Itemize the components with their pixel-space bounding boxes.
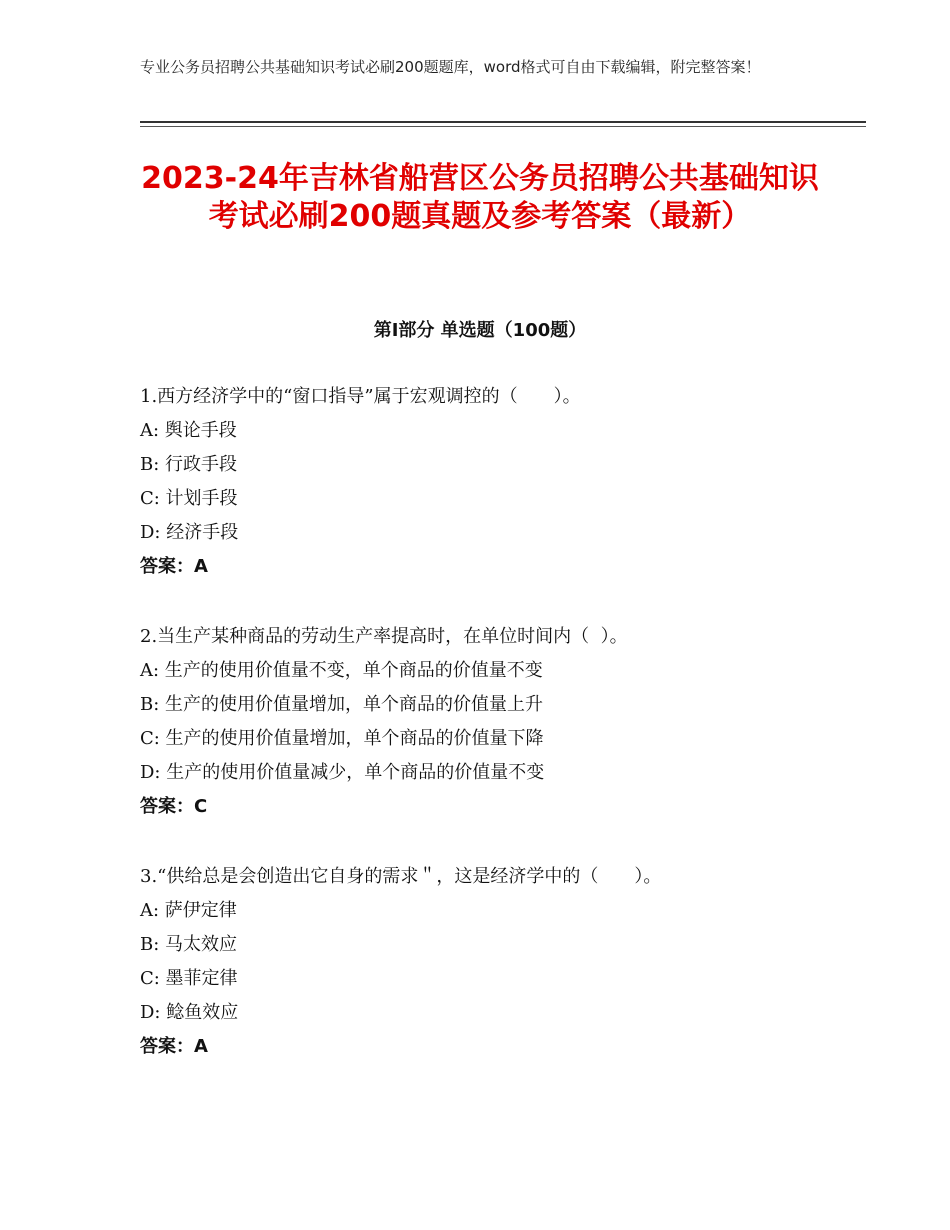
option-b: B: 生产的使用价值量增加，单个商品的价值量上升	[140, 694, 544, 715]
section-title: 第Ⅰ部分 单选题（100题）	[373, 320, 587, 341]
question-2	[140, 620, 840, 824]
option-d: D: 鲶鱼效应	[140, 1002, 239, 1023]
option-c: C: 生产的使用价值量增加，单个商品的价值量下降	[140, 728, 544, 749]
option-b: B: 行政手段	[140, 454, 238, 475]
question-stem: 3.“供给总是会创造出它自身的需求＂，这是经济学中的（ ）。	[140, 866, 662, 887]
header-divider-thin	[140, 126, 866, 127]
question-stem: 1.西方经济学中的“窗口指导”属于宏观调控的（ ）。	[140, 386, 581, 407]
answer-label: 答案：A	[140, 556, 208, 577]
question-list	[140, 380, 840, 1100]
question-1	[140, 380, 840, 584]
option-a: A: 舆论手段	[140, 420, 237, 441]
option-d: D: 经济手段	[140, 522, 239, 543]
header-note: 专业公务员招聘公共基础知识考试必刷200题题库，word格式可自由下载编辑，附完整答案！	[140, 58, 761, 76]
option-c: C: 计划手段	[140, 488, 238, 509]
header-divider-thick	[140, 121, 866, 123]
document-title: 2023-24年吉林省船营区公务员招聘公共基础知识考试必刷200题真题及参考答案（最新）	[141, 161, 819, 234]
option-a: A: 生产的使用价值量不变，单个商品的价值量不变	[140, 660, 543, 681]
question-3	[140, 860, 840, 1064]
question-stem: 2.当生产某种商品的劳动生产率提高时，在单位时间内（ ）。	[140, 626, 628, 647]
option-a: A: 萨伊定律	[140, 900, 237, 921]
answer-label: 答案：A	[140, 1036, 208, 1057]
option-d: D: 生产的使用价值量减少，单个商品的价值量不变	[140, 762, 545, 783]
option-b: B: 马太效应	[140, 934, 238, 955]
answer-label: 答案：C	[140, 796, 208, 817]
option-c: C: 墨菲定律	[140, 968, 238, 989]
